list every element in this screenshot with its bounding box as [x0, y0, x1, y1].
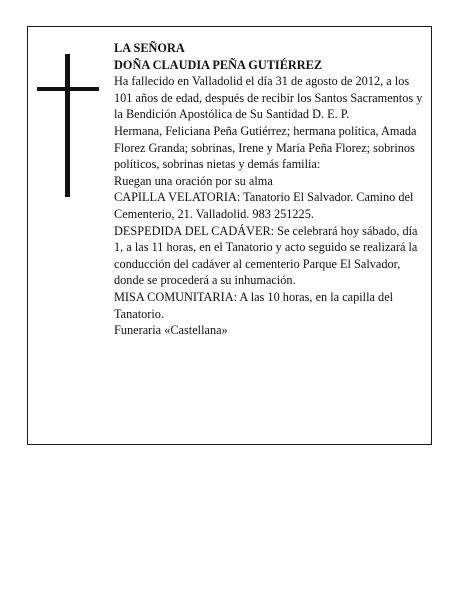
obituary-title: LA SEÑORA — [114, 41, 185, 55]
mass-info: MISA COMUNITARIA: A las 10 horas, en la capilla del Tanatorio. — [114, 289, 394, 321]
death-announcement: Ha fallecido en Valladolid el día 31 de agosto de 2012, a los 101 años de edad, después de recibir los Santos Sacramentos y la Bendición Apostólica de Su Santidad D. E. P. — [114, 74, 423, 122]
obituary-text — [114, 40, 426, 339]
funeral-home: Funeraria «Castellana» — [114, 323, 228, 338]
deceased-name: DOÑA CLAUDIA PEÑA GUTIÉRREZ — [114, 57, 323, 72]
cross-horizontal-bar — [37, 87, 99, 91]
farewell-info: DESPEDIDA DEL CADÁVER: Se celebrará hoy sábado, día 1, a las 11 horas, en el Tanatorio y acto seguido se realizará la conducción del cadáver al cementerio Parque El Salvador, donde se procederá a su inhumación. — [114, 223, 418, 288]
cross-icon — [37, 54, 99, 197]
prayer-request: Ruegan una oración por su alma — [114, 173, 273, 188]
family-list: Hermana, Feliciana Peña Gutiérrez; hermana política, Amada Florez Granda; sobrinas, Irene y María Peña Florez; sobrinos políticos, sobrinas nietas y demás familia: — [114, 123, 417, 172]
cross-vertical-bar — [65, 54, 70, 197]
chapel-info: CAPILLA VELATORIA: Tanatorio El Salvador. Camino del Cementerio, 21. Valladolid. 983 251225. — [114, 190, 414, 221]
